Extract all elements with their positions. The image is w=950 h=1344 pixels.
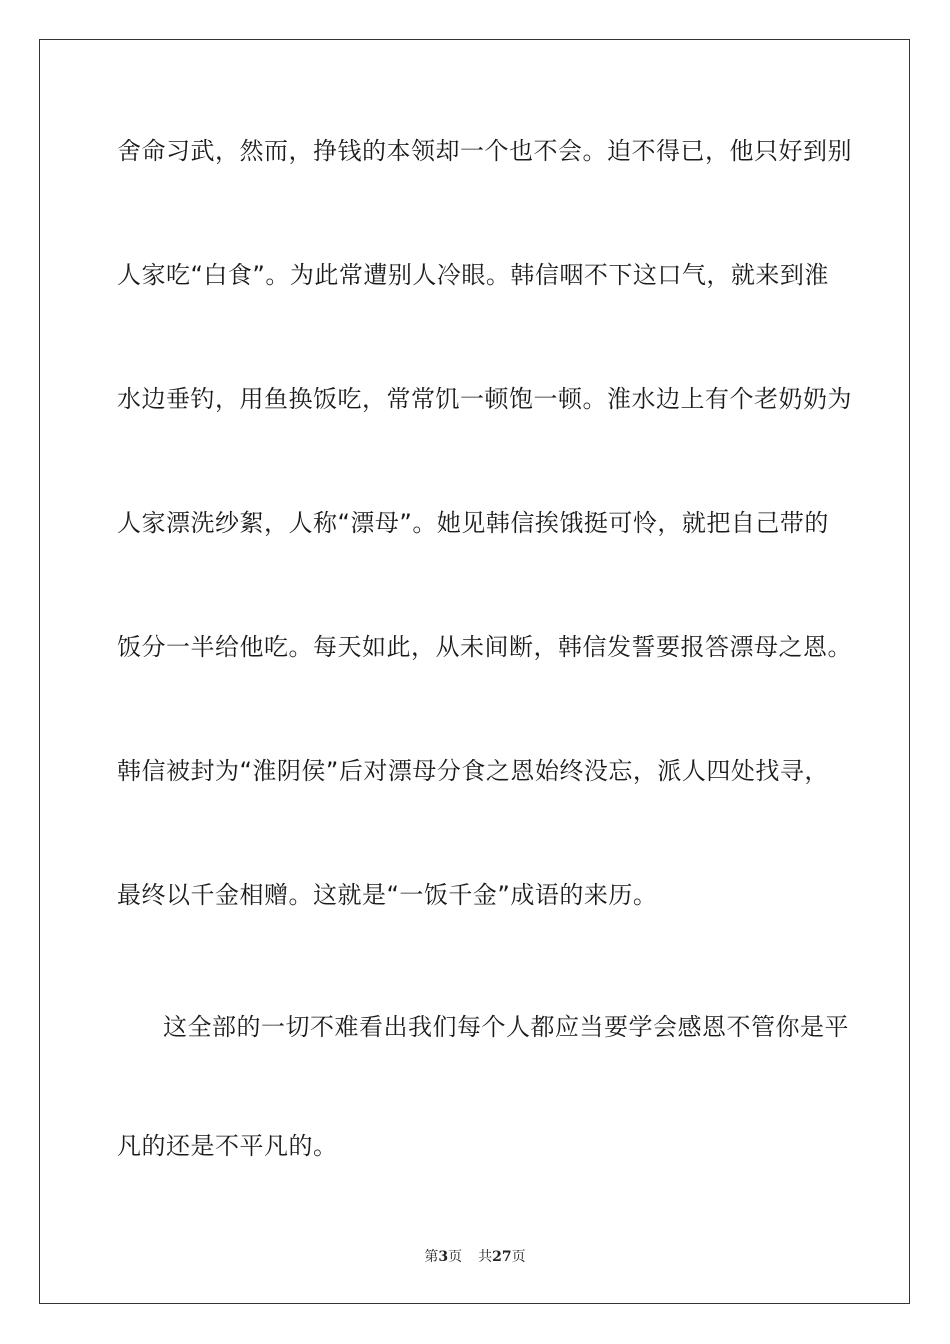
- body-text-line: 韩信被封为“淮阴侯”后对漂母分食之恩始终没忘，派人四处找寻，: [117, 757, 829, 785]
- body-text-line: 舍命习武，然而，挣钱的本领却一个也不会。迫不得已，他只好到别: [117, 137, 852, 165]
- total-prefix: 共: [478, 1249, 493, 1265]
- paragraph-first-line: 这全部的一切不难看出我们每个人都应当要学会感恩不管你是平: [163, 1013, 849, 1041]
- body-text-line: 最终以千金相赠。这就是“一饭千金”成语的来历。: [117, 881, 658, 909]
- body-text-line: 饭分一半给他吃。每天如此，从未间断，韩信发誓要报答漂母之恩。: [117, 633, 852, 661]
- body-text-line: 凡的还是不平凡的。: [117, 1132, 338, 1160]
- page-border: [39, 39, 910, 1304]
- body-text-line: 人家漂洗纱絮，人称“漂母”。她见韩信挨饿挺可怜，就把自己带的: [117, 509, 829, 537]
- total-pages: 27: [492, 1249, 512, 1265]
- total-suffix: 页: [511, 1249, 526, 1265]
- page-number: 3: [438, 1249, 449, 1265]
- page-suffix: 页: [448, 1249, 463, 1265]
- page-footer: [0, 1246, 950, 1266]
- page-prefix: 第: [424, 1249, 439, 1265]
- body-text-line: 人家吃“白食”。为此常遭别人冷眼。韩信咽不下这口气，就来到淮: [117, 261, 829, 289]
- body-text-line: 水边垂钓，用鱼换饭吃，常常饥一顿饱一顿。淮水边上有个老奶奶为: [117, 385, 852, 413]
